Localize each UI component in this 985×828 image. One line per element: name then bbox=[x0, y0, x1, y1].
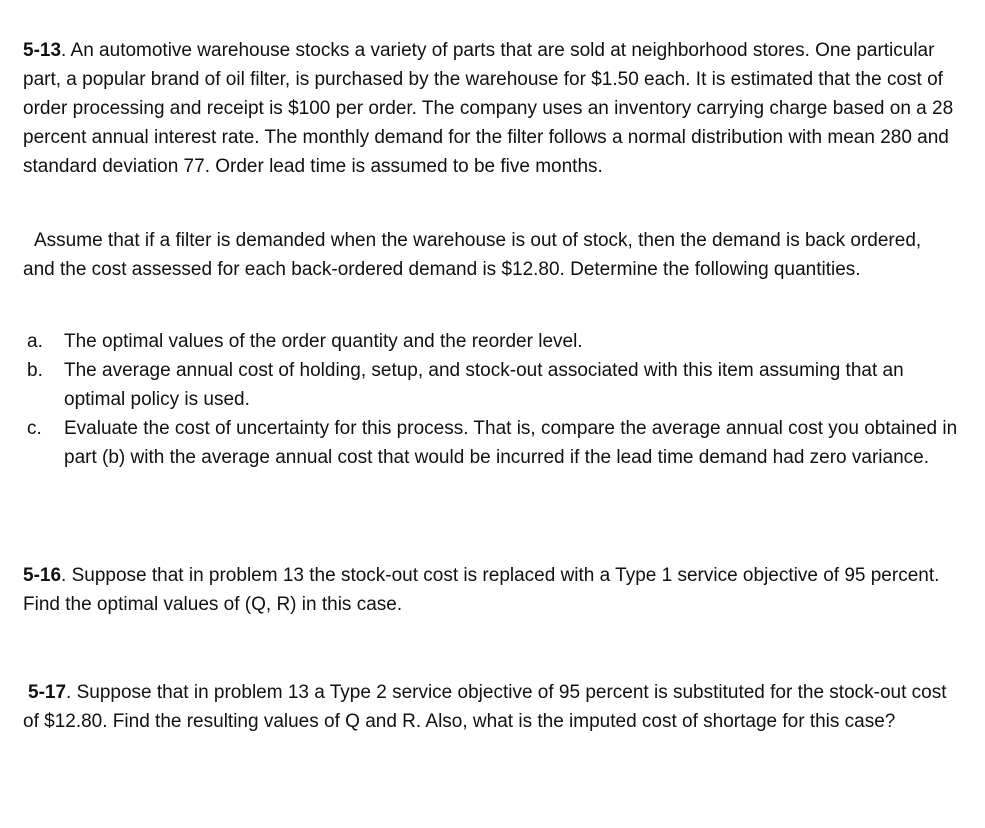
problem-number: 5-16 bbox=[23, 565, 62, 586]
problem-5-17 bbox=[23, 678, 958, 736]
problem-5-13-backorder bbox=[23, 226, 958, 284]
list-item-text: The optimal values of the order quantity and the reorder level. bbox=[64, 331, 583, 352]
problem-5-16 bbox=[23, 561, 958, 619]
list-item bbox=[23, 327, 958, 356]
list-item bbox=[23, 356, 958, 414]
problem-number: 5-17 bbox=[28, 682, 67, 703]
list-item-text: Evaluate the cost of uncertainty for this process. That is, compare the average annual cost you obtained in part (b) with the average annual cost that would be incurred if the lead time demand had zero variance. bbox=[64, 418, 958, 468]
paragraph-text: Assume that if a filter is demanded when the warehouse is out of stock, then the demand is back ordered, and the cost assessed for each back-ordered demand is $12.80. Determine the following quantities. bbox=[23, 230, 922, 280]
problem-5-13-parts bbox=[23, 327, 958, 472]
problem-number: 5-13 bbox=[23, 40, 62, 61]
problem-text: . Suppose that in problem 13 a Type 2 service objective of 95 percent is substituted for the stock-out cost of $12.80. Find the resulting values of Q and R. Also, what is the imputed cost of shortage for this case? bbox=[23, 682, 947, 732]
list-marker: b. bbox=[27, 360, 43, 381]
problem-text: . Suppose that in problem 13 the stock-out cost is replaced with a Type 1 service objective of 95 percent. Find the optimal values of (Q, R) in this case. bbox=[23, 565, 940, 615]
list-marker: a. bbox=[27, 331, 43, 352]
list-item bbox=[23, 414, 958, 472]
list-marker: c. bbox=[27, 418, 42, 439]
problem-text: . An automotive warehouse stocks a variety of parts that are sold at neighborhood stores. One particular part, a popular brand of oil filter, is purchased by the warehouse for $1.50 each. It is estimated that the cost of order processing and receipt is $100 per order. The company uses an inventory carrying charge based on a 28 percent annual interest rate. The monthly demand for the filter follows a normal distribution with mean 280 and standard deviation 77. Order lead time is assumed to be five months. bbox=[23, 40, 954, 177]
problem-5-13-intro bbox=[23, 36, 958, 181]
list-item-text: The average annual cost of holding, setup, and stock-out associated with this item assuming that an optimal policy is used. bbox=[64, 360, 904, 410]
